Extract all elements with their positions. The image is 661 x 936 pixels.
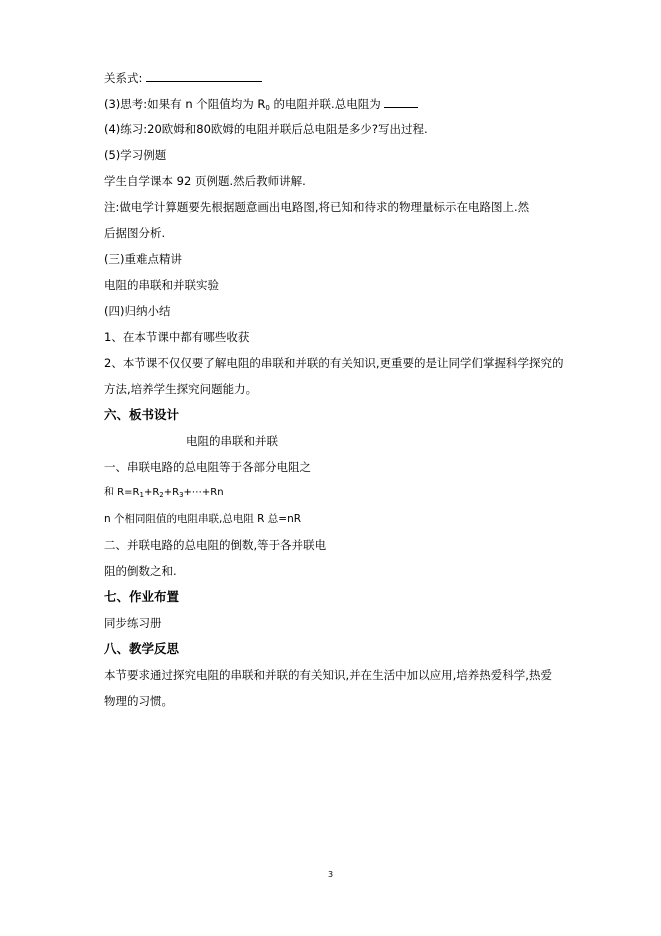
formula-part: +⋯+Rn <box>183 487 224 498</box>
self-study-line: 学生自学课本 92 页例题.然后教师讲解. <box>104 174 306 188</box>
page-number: 3 <box>327 870 334 879</box>
note-line-cont: 后据图分析. <box>104 226 166 240</box>
experiment-line: 电阻的串联和并联实验 <box>104 278 219 292</box>
r-subscript: 0 <box>265 104 270 112</box>
formula-part: +R <box>163 487 180 498</box>
key-points-heading: (三)重难点精讲 <box>104 252 182 266</box>
parallel-rule-cont: 阻的倒数之和. <box>104 564 177 578</box>
reflection-line: 本节要求通过探究电阻的串联和并联的有关知识,并在生活中加以应用,培养热爱科学,热爱 <box>104 668 552 682</box>
formula-part: 和 R=R <box>104 487 140 498</box>
parallel-rule: 二、并联电路的总电阻的倒数,等于各并联电 <box>104 538 327 552</box>
relation-blank <box>146 70 262 82</box>
reflection-line-cont: 物理的习惯。 <box>104 694 173 708</box>
formula-sub-1: 1 <box>139 491 144 499</box>
summary-heading: (四)归纳小结 <box>104 304 171 318</box>
total-resistance-blank <box>384 96 418 108</box>
note-line: 注:做电学计算题要先根据题意画出电路图,将已知和待求的物理量标示在电路图上.然 <box>104 200 530 214</box>
think-question-text-end: 的电阻并联.总电阻为 <box>269 97 381 111</box>
board-title: 电阻的串联和并联 <box>186 434 278 448</box>
exercise-question: (4)练习:20欧姆和80欧姆的电阻并联后总电阻是多少?写出过程. <box>104 122 428 136</box>
series-rule: 一、串联电路的总电阻等于各部分电阻之 <box>104 460 311 474</box>
formula-sub-3: 3 <box>179 491 184 499</box>
section-heading-7: 七、作业布置 <box>104 589 180 604</box>
formula-sub-2: 2 <box>159 491 164 499</box>
summary-item-1: 1、在本节课中都有哪些收获 <box>104 330 250 344</box>
relation-line <box>104 70 262 85</box>
formula-part: +R <box>143 487 160 498</box>
think-question <box>104 96 418 115</box>
series-identical-line: n 个相同阻值的电阻串联,总电阻 R 总=nR <box>104 513 302 525</box>
section-heading-6: 六、板书设计 <box>104 407 180 422</box>
example-heading: (5)学习例题 <box>104 148 167 162</box>
think-question-text: (3)思考:如果有 n 个阻值均为 R <box>104 97 266 111</box>
summary-item-2: 2、本节课不仅仅要了解电阻的串联和并联的有关知识,更重要的是让同学们掌握科学探究的 <box>104 356 564 370</box>
homework-line: 同步练习册 <box>104 616 162 630</box>
summary-item-2-cont: 方法,培养学生探究问题能力。 <box>104 382 258 396</box>
series-formula <box>104 486 224 502</box>
relation-label: 关系式: <box>104 71 143 85</box>
section-heading-8: 八、教学反思 <box>104 641 180 656</box>
